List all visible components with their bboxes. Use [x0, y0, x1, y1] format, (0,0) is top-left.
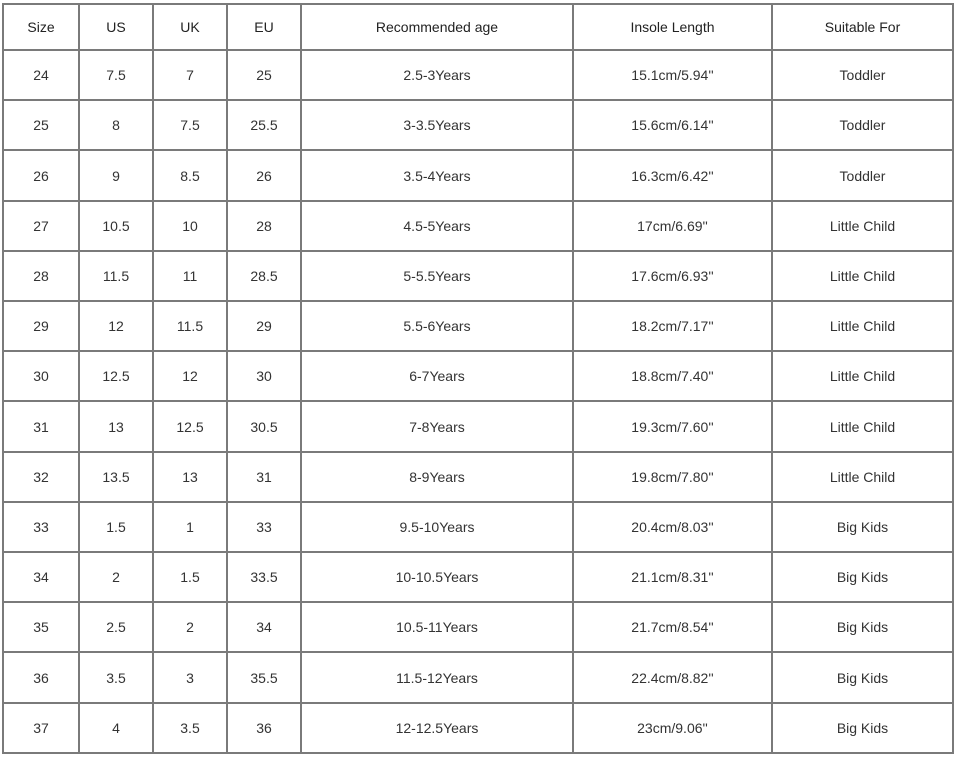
table-cell-recommended-age: 12-12.5Years [301, 703, 573, 753]
table-cell-size: 32 [3, 452, 79, 502]
table-row [3, 452, 953, 502]
column-header-size: Size [3, 4, 79, 50]
table-cell-insole-length: 17.6cm/6.93'' [573, 251, 772, 301]
table-cell-recommended-age: 10.5-11Years [301, 602, 573, 652]
table-cell-us: 2.5 [79, 602, 153, 652]
table-cell-uk: 10 [153, 201, 227, 251]
table-cell-suitable-for: Little Child [772, 301, 953, 351]
table-cell-us: 13.5 [79, 452, 153, 502]
table-cell-us: 13 [79, 401, 153, 451]
table-cell-us: 12 [79, 301, 153, 351]
table-cell-size: 28 [3, 251, 79, 301]
table-cell-size: 26 [3, 150, 79, 200]
table-row [3, 50, 953, 100]
table-cell-eu: 29 [227, 301, 301, 351]
table-cell-recommended-age: 7-8Years [301, 401, 573, 451]
table-cell-size: 31 [3, 401, 79, 451]
table-row [3, 150, 953, 200]
table-cell-size: 25 [3, 100, 79, 150]
table-cell-uk: 13 [153, 452, 227, 502]
table-cell-insole-length: 16.3cm/6.42'' [573, 150, 772, 200]
table-cell-eu: 25 [227, 50, 301, 100]
table-row [3, 351, 953, 401]
table-cell-size: 36 [3, 652, 79, 702]
table-cell-recommended-age: 5.5-6Years [301, 301, 573, 351]
table-row [3, 602, 953, 652]
table-cell-eu: 31 [227, 452, 301, 502]
table-cell-insole-length: 19.3cm/7.60'' [573, 401, 772, 451]
table-cell-suitable-for: Toddler [772, 150, 953, 200]
table-cell-us: 8 [79, 100, 153, 150]
table-cell-suitable-for: Toddler [772, 100, 953, 150]
table-cell-recommended-age: 11.5-12Years [301, 652, 573, 702]
table-cell-uk: 11 [153, 251, 227, 301]
table-cell-uk: 1 [153, 502, 227, 552]
table-cell-insole-length: 18.2cm/7.17'' [573, 301, 772, 351]
column-header-insole-length: Insole Length [573, 4, 772, 50]
table-cell-eu: 30 [227, 351, 301, 401]
table-cell-recommended-age: 10-10.5Years [301, 552, 573, 602]
table-cell-suitable-for: Big Kids [772, 502, 953, 552]
table-cell-suitable-for: Little Child [772, 452, 953, 502]
table-cell-recommended-age: 5-5.5Years [301, 251, 573, 301]
table-cell-size: 27 [3, 201, 79, 251]
table-cell-size: 30 [3, 351, 79, 401]
table-row [3, 703, 953, 753]
column-header-suitable-for: Suitable For [772, 4, 953, 50]
table-cell-insole-length: 19.8cm/7.80'' [573, 452, 772, 502]
table-cell-uk: 11.5 [153, 301, 227, 351]
table-cell-eu: 36 [227, 703, 301, 753]
table-cell-recommended-age: 4.5-5Years [301, 201, 573, 251]
table-cell-insole-length: 22.4cm/8.82'' [573, 652, 772, 702]
table-cell-uk: 12 [153, 351, 227, 401]
table-cell-recommended-age: 3.5-4Years [301, 150, 573, 200]
table-cell-suitable-for: Little Child [772, 251, 953, 301]
table-cell-insole-length: 20.4cm/8.03'' [573, 502, 772, 552]
table-cell-uk: 7 [153, 50, 227, 100]
table-cell-eu: 28 [227, 201, 301, 251]
table-cell-suitable-for: Little Child [772, 201, 953, 251]
table-cell-uk: 12.5 [153, 401, 227, 451]
table-cell-us: 10.5 [79, 201, 153, 251]
table-cell-insole-length: 21.1cm/8.31'' [573, 552, 772, 602]
table-cell-recommended-age: 2.5-3Years [301, 50, 573, 100]
table-cell-uk: 1.5 [153, 552, 227, 602]
table-cell-size: 33 [3, 502, 79, 552]
table-cell-us: 9 [79, 150, 153, 200]
column-header-eu: EU [227, 4, 301, 50]
table-cell-insole-length: 18.8cm/7.40'' [573, 351, 772, 401]
table-cell-suitable-for: Little Child [772, 401, 953, 451]
table-row [3, 301, 953, 351]
table-cell-eu: 30.5 [227, 401, 301, 451]
table-cell-insole-length: 15.6cm/6.14'' [573, 100, 772, 150]
table-cell-recommended-age: 6-7Years [301, 351, 573, 401]
table-cell-uk: 3.5 [153, 703, 227, 753]
table-cell-us: 4 [79, 703, 153, 753]
table-cell-eu: 33.5 [227, 552, 301, 602]
table-cell-uk: 3 [153, 652, 227, 702]
table-cell-eu: 28.5 [227, 251, 301, 301]
table-row [3, 201, 953, 251]
table-cell-us: 2 [79, 552, 153, 602]
table-cell-size: 37 [3, 703, 79, 753]
table-cell-size: 34 [3, 552, 79, 602]
table-row [3, 502, 953, 552]
size-chart-table [2, 3, 954, 754]
table-cell-us: 3.5 [79, 652, 153, 702]
table-cell-uk: 2 [153, 602, 227, 652]
table-cell-uk: 8.5 [153, 150, 227, 200]
table-cell-eu: 33 [227, 502, 301, 552]
table-cell-eu: 34 [227, 602, 301, 652]
table-cell-suitable-for: Toddler [772, 50, 953, 100]
table-cell-us: 12.5 [79, 351, 153, 401]
table-row [3, 251, 953, 301]
table-cell-insole-length: 15.1cm/5.94'' [573, 50, 772, 100]
table-row [3, 401, 953, 451]
table-cell-recommended-age: 3-3.5Years [301, 100, 573, 150]
table-cell-suitable-for: Little Child [772, 351, 953, 401]
table-cell-recommended-age: 8-9Years [301, 452, 573, 502]
table-cell-suitable-for: Big Kids [772, 652, 953, 702]
table-cell-recommended-age: 9.5-10Years [301, 502, 573, 552]
table-cell-insole-length: 23cm/9.06'' [573, 703, 772, 753]
table-cell-suitable-for: Big Kids [772, 703, 953, 753]
table-cell-us: 7.5 [79, 50, 153, 100]
table-cell-insole-length: 17cm/6.69'' [573, 201, 772, 251]
table-cell-size: 24 [3, 50, 79, 100]
table-row [3, 100, 953, 150]
column-header-uk: UK [153, 4, 227, 50]
table-cell-eu: 35.5 [227, 652, 301, 702]
table-cell-insole-length: 21.7cm/8.54'' [573, 602, 772, 652]
table-cell-suitable-for: Big Kids [772, 602, 953, 652]
table-cell-uk: 7.5 [153, 100, 227, 150]
column-header-us: US [79, 4, 153, 50]
table-cell-size: 35 [3, 602, 79, 652]
table-row [3, 552, 953, 602]
table-cell-eu: 26 [227, 150, 301, 200]
table-cell-eu: 25.5 [227, 100, 301, 150]
column-header-recommended-age: Recommended age [301, 4, 573, 50]
table-cell-suitable-for: Big Kids [772, 552, 953, 602]
table-header-row [3, 4, 953, 50]
table-cell-us: 1.5 [79, 502, 153, 552]
table-body [3, 50, 953, 753]
table-cell-size: 29 [3, 301, 79, 351]
table-cell-us: 11.5 [79, 251, 153, 301]
table-row [3, 652, 953, 702]
